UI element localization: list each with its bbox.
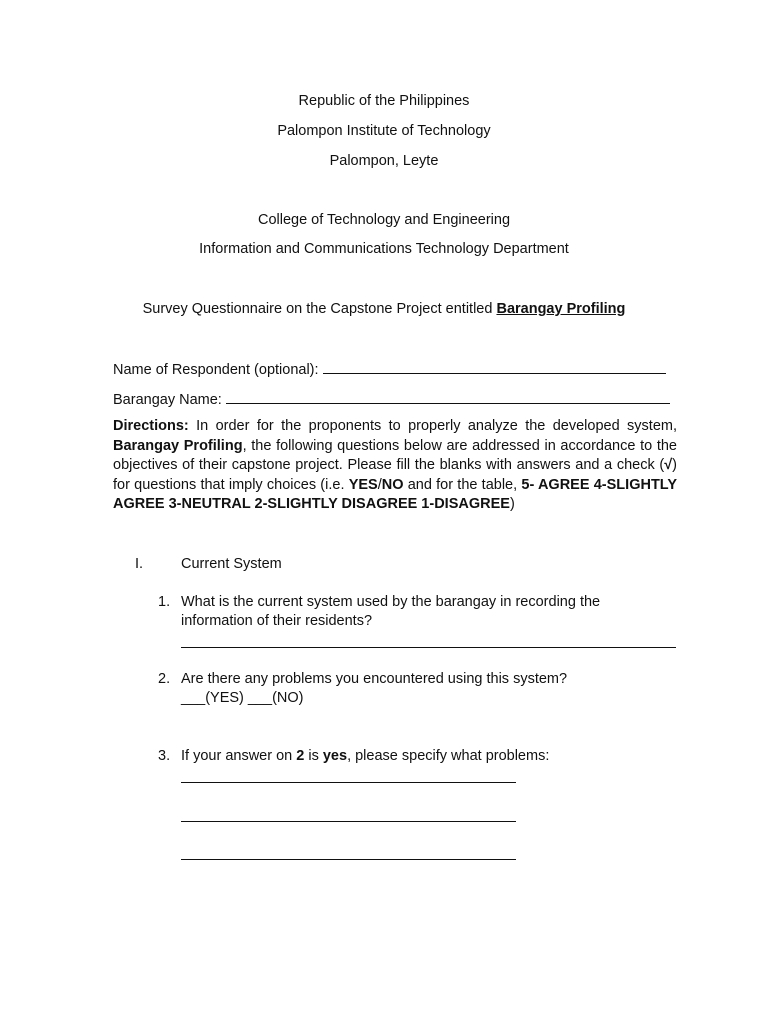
survey-title [0,301,768,317]
header-department: Information and Communications Technology Department [199,241,569,257]
directions-slash: / [377,476,382,493]
respondent-field-row [113,360,666,378]
question-1-line-2: information of their residents? [181,613,373,629]
header-institute: Palompon Institute of Technology [277,123,491,139]
question-2-text: Are there any problems you encountered using this system? [181,671,568,687]
question-3-yes: yes [322,748,348,764]
directions-yes: YES [348,476,378,493]
directions-text-4: and for the table, [403,476,522,493]
question-3-answer-blank-2[interactable] [181,808,516,822]
question-3-answer-blank-3[interactable] [181,846,516,860]
directions-project: Barangay Profiling [113,437,243,454]
rating-scale: 5- AGREE 4-SLIGHTLY AGREE 3-NEUTRAL 2-SLIGHTLY DISAGREE 1-DISAGREE [113,476,677,512]
respondent-label: Name of Respondent (optional): [113,362,319,378]
question-3-text-a: If your answer on [181,748,297,764]
section-title: Current System [181,556,282,572]
survey-title-prefix: Survey Questionnaire on the Capstone Project entitled [142,301,497,317]
header-location: Palompon, Leyte [329,153,439,169]
question-3-number: 3. [158,748,171,764]
question-1-line-1: What is the current system used by the barangay in recording the [181,594,601,610]
barangay-label: Barangay Name: [113,392,222,408]
directions-text-2: , the following questions below are addressed in accordance to the objectives of their capstone project. Please fill the blanks with answers and a check ( [113,437,677,473]
header-college: College of Technology and Engineering [257,212,511,228]
directions-paragraph [113,417,677,515]
question-3-text-c: is [304,748,323,764]
question-1-answer-blank[interactable] [181,634,676,648]
survey-title-project: Barangay Profiling [496,301,626,317]
header-country: Republic of the Philippines [298,93,470,109]
question-3-ref-number: 2 [296,748,305,764]
directions-text-3: ) for questions that imply choices (i.e. [113,457,677,493]
respondent-name-blank[interactable] [323,360,666,374]
directions-text-1: In order for the proponents to properly analyze the developed system, [188,418,677,434]
directions-no: NO [381,476,404,493]
section-numeral: I. [135,556,144,572]
question-3-text [181,748,549,764]
question-3-text-e: , please specify what problems: [347,748,550,764]
barangay-name-blank[interactable] [226,390,670,404]
question-2-number: 2. [158,671,171,687]
directions-label: Directions: [113,418,189,434]
barangay-field-row [113,390,670,408]
question-3-answer-blank-1[interactable] [181,769,516,783]
question-2-choices[interactable]: ___(YES) ___(NO) [181,690,304,706]
question-1-number: 1. [158,594,171,610]
check-mark: √ [664,457,673,473]
directions-text-5: ) [509,496,515,512]
